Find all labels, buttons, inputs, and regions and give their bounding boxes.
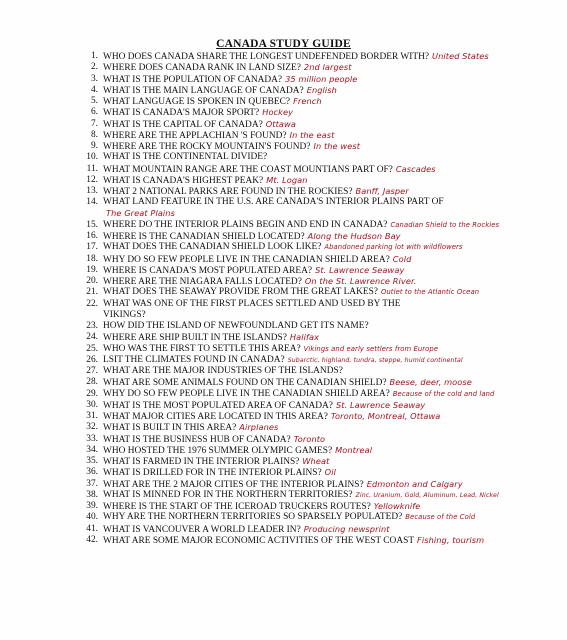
handwritten-answer: Hockey: [262, 107, 294, 118]
question-text-line: WHAT IS DRILLED FOR IN THE INTERIOR PLAINS?: [103, 468, 322, 479]
question-row: [82, 299, 562, 322]
handwritten-answer: St. Lawrence Seaway: [315, 264, 405, 275]
question-row: [82, 456, 562, 467]
question-number: 23.: [86, 321, 98, 331]
handwritten-answer: Zinc, Uranium, Gold, Aluminum, Lead, Nickel: [355, 491, 499, 499]
question-row: [82, 355, 562, 366]
question-text-line: WHAT IS MINNED FOR IN THE NORTHERN TERRITORIES?: [103, 489, 353, 500]
handwritten-answer: Abandoned parking lot with wildflowers: [324, 243, 463, 252]
handwritten-answer: Canadian Shield to the Rockies: [390, 220, 500, 229]
question-row: [82, 434, 562, 445]
question-text-line: WHAT ARE THE MAJOR INDUSTRIES OF THE ISLANDS?: [103, 366, 343, 376]
handwritten-answer: English: [306, 84, 337, 95]
question-text-line: WHAT LANGUAGE IS SPOKEN IN QUEBEC?: [103, 97, 291, 107]
handwritten-answer: Cascades: [395, 163, 436, 174]
question-text-line: WHAT MAJOR CITIES ARE LOCATED IN THIS AREA?: [103, 412, 328, 422]
question-text: [103, 242, 463, 253]
handwritten-answer: On the St. Lawrence River.: [304, 276, 417, 286]
handwritten-answer: French: [293, 96, 322, 106]
handwritten-answer: Airplanes: [239, 422, 279, 433]
question-number: 22.: [86, 298, 98, 309]
handwritten-answer: Wheat: [302, 456, 330, 466]
page-title: CANADA STUDY GUIDE: [216, 38, 351, 50]
handwritten-answer: Ottawa: [265, 118, 296, 129]
handwritten-answer: United States: [432, 51, 489, 61]
question-text-line: WHAT IS THE BUSINESS HUB OF CANADA?: [103, 434, 291, 445]
question-number: 34.: [86, 444, 98, 455]
question-text: [103, 535, 484, 547]
question-text-line: WHO HOSTED THE 1976 SUMMER OLYMPIC GAMES?: [103, 445, 333, 456]
question-row: [82, 445, 562, 456]
question-row: [82, 422, 562, 433]
handwritten-answer: Outlet to the Atlantic Ocean: [380, 288, 480, 297]
question-text-line: WHERE ARE THE NIAGARA FALLS LOCATED?: [103, 277, 302, 287]
question-number: 8.: [90, 129, 98, 140]
question-text-line: WHAT IS THE MAIN LANGUAGE OF CANADA?: [103, 85, 304, 96]
question-text: [103, 197, 444, 208]
question-number: 29.: [86, 388, 98, 399]
question-number: 24.: [86, 332, 98, 343]
question-text-line: WHERE DO THE INTERIOR PLAINS BEGIN AND END IN CANADA?: [103, 219, 388, 230]
question-row: [82, 96, 562, 107]
handwritten-answer: Producing newsprint: [303, 523, 390, 534]
handwritten-answer: In the west: [313, 141, 361, 151]
handwritten-answer: Beese, deer, moose: [389, 377, 472, 388]
question-number: 39.: [86, 501, 98, 511]
question-text-line: WHAT WAS ONE OF THE FIRST PLACES SETTLED AND USED BY THE: [103, 298, 401, 309]
question-row: [82, 467, 562, 478]
question-text-line: WHAT DOES THE CANADIAN SHIELD LOOK LIKE?: [103, 242, 322, 253]
question-row: [82, 321, 562, 332]
question-text-line: WHAT ARE SOME ANIMALS FOUND ON THE CANADIAN SHIELD?: [103, 378, 387, 389]
question-row: [82, 265, 562, 276]
question-row: [82, 254, 562, 265]
handwritten-answer: Because of the cold and land: [392, 389, 495, 398]
question-row: [82, 287, 562, 298]
handwritten-answer: Along the Hudson Bay: [307, 231, 401, 241]
question-row: [82, 242, 562, 253]
question-number: 30.: [86, 399, 98, 410]
question-text-line: WHAT MOUNTAIN RANGE ARE THE COAST MOUNTIANS PART OF?: [103, 164, 393, 175]
question-text-line: WHERE DOES CANADA RANK IN LAND SIZE?: [103, 63, 301, 74]
question-text-line: WHY DO SO FEW PEOPLE LIVE IN THE CANADIAN SHIELD AREA?: [103, 388, 390, 399]
question-number: 35.: [86, 456, 98, 466]
question-number: 10.: [86, 152, 98, 163]
question-text-line: WHAT ARE THE 2 MAJOR CITIES OF THE INTERIOR PLAINS?: [103, 479, 364, 490]
question-text-line: WHAT IS BUILT IN THIS AREA?: [103, 423, 237, 434]
question-row: [82, 152, 562, 163]
question-row: [82, 276, 562, 287]
question-row: [82, 164, 562, 175]
question-text: [103, 287, 479, 298]
question-text-line: WHERE IS CANADA'S MOST POPULATED AREA?: [103, 265, 313, 276]
handwritten-answer: Fishing, tourism: [417, 534, 485, 545]
question-row: [82, 400, 562, 411]
handwritten-answer: Halifax: [289, 332, 320, 343]
question-number: 9.: [90, 141, 98, 151]
question-number: 2.: [90, 62, 98, 73]
question-row: [82, 220, 562, 231]
handwritten-answer: Toronto: [293, 433, 326, 444]
question-number: 20.: [86, 276, 98, 286]
question-number: 16.: [86, 231, 98, 241]
question-text-line: LSIT THE CLIMATES FOUND IN CANADA?: [103, 354, 285, 365]
question-text: [103, 512, 475, 523]
question-text-line: WHO DOES CANADA SHARE THE LONGEST UNDEFENDED BORDER WITH?: [103, 52, 430, 62]
question-text-line: WHAT IS THE MOST POPULATED AREA OF CANADA?: [103, 400, 333, 411]
question-row: [82, 119, 562, 130]
question-text-line: WHERE IS THE START OF THE ICEROAD TRUCKERS ROUTES?: [103, 502, 371, 512]
question-number: 31.: [86, 411, 98, 421]
question-text-line: WHAT IS THE POPULATION OF CANADA?: [103, 74, 283, 85]
question-number: 19.: [86, 264, 98, 275]
handwritten-answer: Cold: [392, 253, 412, 264]
question-number: 37.: [86, 478, 98, 489]
question-row: [82, 490, 562, 501]
question-row: [82, 130, 562, 141]
question-row: [82, 377, 562, 388]
question-text-line: WHAT IS FARMED IN THE INTERIOR PLAINS?: [103, 457, 300, 467]
question-number: 13.: [86, 186, 98, 196]
question-number: 42.: [86, 534, 98, 545]
question-number: 18.: [86, 253, 98, 264]
question-text-line: WHY ARE THE NORTHERN TERRITORIES SO SPARSELY POPULATED?: [103, 512, 403, 523]
question-number: 3.: [90, 73, 98, 84]
question-text-line: WHERE ARE THE ROCKY MOUNTAIN'S FOUND?: [103, 142, 311, 152]
question-text-line: WHAT IS THE CONTINENTAL DIVIDE?: [103, 152, 268, 163]
question-text-line: WHAT 2 NATIONAL PARKS ARE FOUND IN THE ROCKIES?: [103, 187, 353, 197]
question-number: 41.: [86, 523, 98, 534]
question-text-line: WHAT IS CANADA'S HIGHEST PEAK?: [103, 175, 264, 186]
question-text-line: WHAT LAND FEATURE IN THE U.S. ARE CANADA'S INTERIOR PLAINS PART OF: [103, 197, 444, 208]
question-text-line: WHERE ARE THE APPLACHIAN 'S FOUND?: [103, 130, 287, 141]
handwritten-answer: 35 million people: [285, 73, 358, 84]
question-text-line: WHERE IS THE CANADIAN SHIELD LOCATED?: [103, 232, 305, 242]
question-number: 28.: [86, 377, 98, 388]
question-number: 27.: [86, 366, 98, 376]
question-row: [82, 175, 562, 186]
question-row: [82, 535, 562, 546]
handwritten-answer: In the east: [289, 129, 335, 140]
question-text-line: WHERE ARE SHIP BUILT IN THE ISLANDS?: [103, 333, 287, 344]
question-number: 12.: [86, 174, 98, 185]
question-list: [82, 51, 562, 546]
handwritten-answer: Vikings and early settlers from Europe: [303, 344, 439, 353]
handwritten-answer: Yellowknife: [373, 501, 421, 511]
question-row: [82, 512, 562, 523]
question-text: [103, 344, 438, 355]
handwritten-answer: Edmonton and Calgary: [366, 478, 463, 489]
question-row: [82, 186, 562, 197]
handwritten-answer: 2nd largest: [303, 62, 352, 73]
handwritten-answer: St. Lawrence Seaway: [335, 399, 426, 410]
question-text: [103, 355, 463, 366]
question-text-line: WHAT ARE SOME MAJOR ECONOMIC ACTIVITIES OF THE WEST COAST: [103, 535, 415, 546]
question-row: [82, 51, 562, 62]
question-text-line: HOW DID THE ISLAND OF NEWFOUNDLAND GET ITS NAME?: [103, 321, 369, 331]
question-number: 40.: [86, 512, 98, 523]
question-text-line: WHAT DOES THE SEAWAY PROVIDE FROM THE GREAT LAKES?: [103, 287, 378, 298]
question-row: [82, 479, 562, 490]
question-text: [103, 152, 267, 163]
question-text-line: WHO WAS THE FIRST TO SETTLE THIS AREA?: [103, 343, 301, 354]
question-number: 1.: [90, 51, 98, 61]
question-number: 36.: [86, 467, 98, 478]
question-number: 25.: [86, 343, 98, 354]
question-number: 32.: [86, 422, 98, 433]
question-row: [82, 85, 562, 96]
question-number: 26.: [86, 354, 98, 365]
question-text: [103, 299, 401, 310]
question-row: [82, 411, 562, 422]
question-row: [82, 62, 562, 73]
question-number: 17.: [86, 242, 98, 253]
question-text: [103, 220, 499, 231]
question-number: 15.: [86, 219, 98, 230]
question-number: 4.: [90, 84, 98, 95]
question-text: [103, 389, 494, 400]
handwritten-answer: Banff, Jasper: [355, 186, 409, 196]
question-number: 7.: [90, 118, 98, 129]
question-row: [82, 366, 562, 377]
question-text-line: WHAT IS VANCOUVER A WORLD LEADER IN?: [103, 524, 301, 535]
handwritten-answer: Because of the Cold: [405, 513, 476, 522]
question-number: 14.: [86, 197, 98, 208]
question-number: 5.: [90, 96, 98, 106]
question-number: 11.: [86, 163, 98, 174]
question-number: 21.: [86, 287, 98, 298]
question-row: [82, 332, 562, 343]
handwritten-answer: The Great Plains: [106, 208, 175, 219]
question-row: [82, 501, 562, 512]
handwritten-answer: Subarctic, highland, tundra, steppe, humid continental: [287, 356, 463, 364]
question-text: [103, 366, 343, 377]
question-row: [82, 389, 562, 400]
question-text: [103, 490, 499, 501]
question-row: [82, 74, 562, 85]
handwritten-answer: Oil: [324, 467, 336, 478]
question-number: 38.: [86, 489, 98, 500]
question-number: 33.: [86, 433, 98, 444]
question-text-line: WHAT IS CANADA'S MAJOR SPORT?: [103, 108, 260, 119]
question-text-line: WHY DO SO FEW PEOPLE LIVE IN THE CANADIAN SHIELD AREA?: [103, 254, 390, 265]
question-row: [82, 231, 562, 242]
handwritten-answer: Mt. Logan: [266, 174, 308, 185]
question-text: [103, 321, 369, 332]
question-row: [82, 524, 562, 535]
handwritten-answer: Toronto, Montreal, Ottawa: [330, 411, 441, 421]
question-row: [82, 197, 562, 220]
question-text-continued: VIKINGS?: [103, 309, 146, 320]
question-row: [82, 141, 562, 152]
question-text-line: WHAT IS THE CAPITAL OF CANADA?: [103, 119, 263, 130]
question-row: [82, 344, 562, 355]
question-row: [82, 107, 562, 118]
handwritten-answer: Montreal: [335, 444, 373, 455]
question-number: 6.: [90, 107, 98, 118]
